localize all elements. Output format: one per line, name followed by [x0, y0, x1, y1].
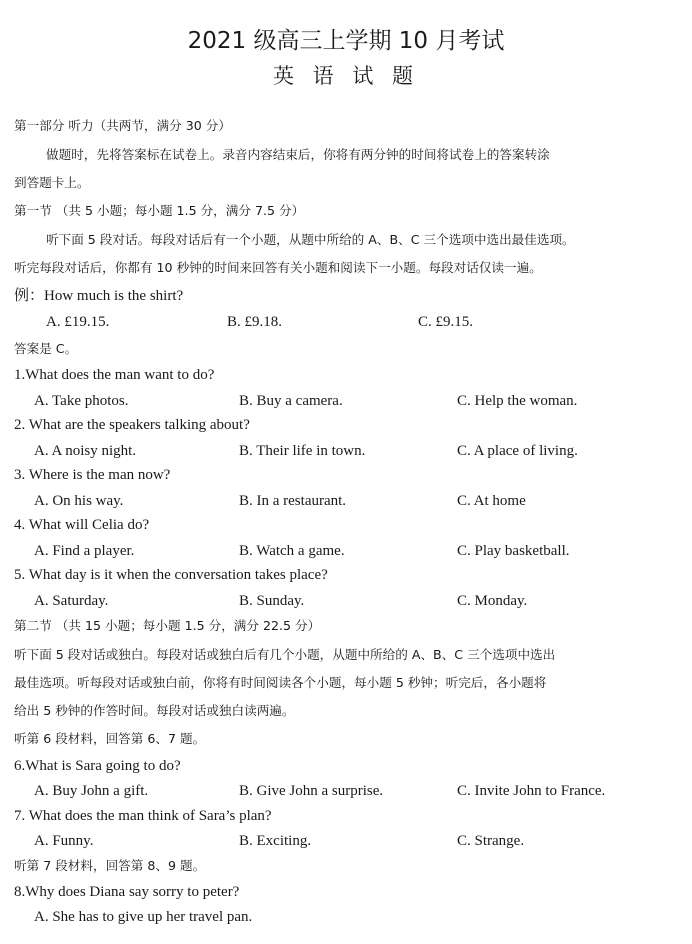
section1-instruction: 听下面 5 段对话。每段对话后有一个小题，从题中所给的 A、B、C 三个选项中选出最佳选项。 — [46, 232, 575, 247]
option-8a: A. She has to give up her travel pan. — [34, 909, 253, 925]
example-option-b: B. £9.18. — [227, 314, 283, 330]
option-2c: C. A place of living. — [457, 443, 578, 459]
example-option-c: C. £9.15. — [418, 314, 474, 330]
exam-title: 2021 级高三上学期 10 月考试 — [187, 28, 505, 54]
section2-heading: 第二节 （共 15 小题；每小题 1.5 分，满分 22.5 分） — [14, 618, 321, 633]
question-5: 5. What day is it when the conversation takes place? — [14, 567, 328, 583]
section1-heading: 第一节 （共 5 小题；每小题 1.5 分，满分 7.5 分） — [14, 203, 305, 218]
option-7b: B. Exciting. — [239, 833, 312, 849]
question-4: 4. What will Celia do? — [14, 517, 150, 533]
exam-subtitle: 英 语 试 题 — [272, 64, 420, 88]
option-3a: A. On his way. — [34, 493, 124, 509]
option-5a: A. Saturday. — [34, 593, 109, 609]
section2-instruction: 听下面 5 段对话或独白。每段对话或独白后有几个小题，从题中所给的 A、B、C 三个选项中选出 — [14, 647, 556, 662]
section2-instruction-cont: 最佳选项。听每段对话或独白前，你将有时间阅读各个小题，每小题 5 秒钟；听完后，各小题将 — [14, 675, 547, 690]
option-6c: C. Invite John to France. — [457, 783, 606, 799]
option-1b: B. Buy a camera. — [239, 393, 343, 409]
example-option-a: A. £19.15. — [46, 314, 110, 330]
question-1: 1.What does the man want to do? — [14, 367, 215, 383]
option-2b: B. Their life in town. — [239, 443, 366, 459]
example-question: 例：How much is the shirt? — [14, 288, 184, 304]
question-7: 7. What does the man think of Sara’s plan? — [14, 808, 272, 824]
option-3b: B. In a restaurant. — [239, 493, 347, 509]
question-3: 3. Where is the man now? — [14, 467, 171, 483]
option-1c: C. Help the woman. — [457, 393, 578, 409]
option-3c: C. At home — [457, 493, 526, 509]
option-5b: B. Sunday. — [239, 593, 305, 609]
question-8: 8.Why does Diana say sorry to peter? — [14, 884, 240, 900]
option-7c: C. Strange. — [457, 833, 525, 849]
question-2: 2. What are the speakers talking about? — [14, 417, 250, 433]
material-6-note: 听第 6 段材料，回答第 6、7 题。 — [14, 731, 206, 746]
option-4b: B. Watch a game. — [239, 543, 345, 559]
section1-instruction-cont: 听完每段对话后，你都有 10 秒钟的时间来回答有关小题和阅读下一小题。每段对话仅读一遍。 — [14, 260, 542, 275]
material-7-note: 听第 7 段材料，回答第 8、9 题。 — [14, 858, 206, 873]
example-answer: 答案是 C。 — [14, 341, 78, 356]
option-1a: A. Take photos. — [34, 393, 129, 409]
option-6a: A. Buy John a gift. — [34, 783, 149, 799]
part1-instruction-cont: 到答题卡上。 — [14, 175, 90, 190]
part1-instruction: 做题时，先将答案标在试卷上。录音内容结束后，你将有两分钟的时间将试卷上的答案转涂 — [46, 147, 550, 162]
option-4c: C. Play basketball. — [457, 543, 570, 559]
section2-instruction-end: 给出 5 秒钟的作答时间。每段对话或独白读两遍。 — [14, 703, 295, 718]
option-6b: B. Give John a surprise. — [239, 783, 384, 799]
question-6: 6.What is Sara going to do? — [14, 758, 181, 774]
option-2a: A. A noisy night. — [34, 443, 137, 459]
option-7a: A. Funny. — [34, 833, 94, 849]
option-4a: A. Find a player. — [34, 543, 135, 559]
option-5c: C. Monday. — [457, 593, 528, 609]
part1-heading: 第一部分 听力（共两节，满分 30 分） — [14, 118, 231, 133]
